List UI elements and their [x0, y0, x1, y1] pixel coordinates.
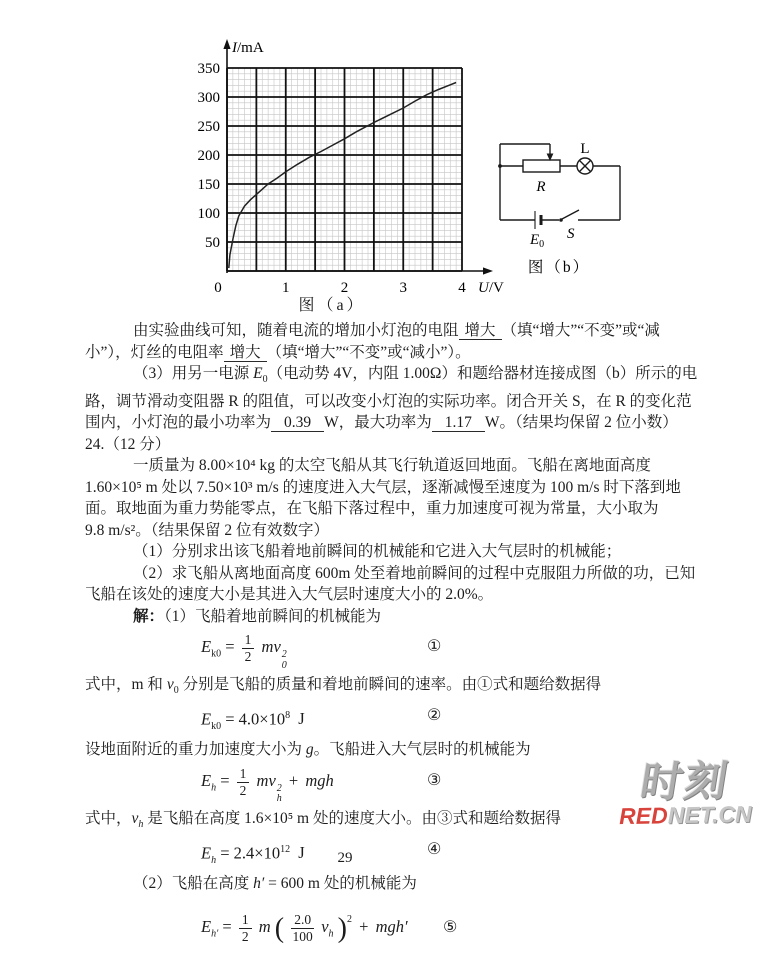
problem-line: 9.8 m/s²。（结果保留 2 位有效数字） [85, 521, 330, 539]
eq-unit: J [298, 843, 305, 863]
eq-exponent: 12 [280, 843, 291, 855]
svg-text:4: 4 [458, 280, 466, 296]
var-v: v [131, 809, 139, 827]
text-run: W。（结果均保留 2 位小数） [484, 414, 678, 432]
switch-pivot [559, 218, 563, 222]
subquestion-1: （1）分别求出该飞船着地前瞬间的机械能和它进入大气层时的机械能； [133, 543, 622, 561]
fraction: $\frac{1}{2}$ [242, 632, 255, 664]
watermark-cn-logo: 时刻 [637, 757, 733, 806]
text-run: 分别是飞船的质量和着地前瞬间的速率。由①式和题给数据得 [178, 676, 602, 694]
figure-a-caption: 图（a） [298, 297, 366, 314]
eq-tail: mgh′ [375, 916, 408, 936]
lamp-label: L [580, 141, 590, 157]
eq-symbol: E [201, 709, 212, 729]
equation-tag-3: ③ [427, 771, 442, 789]
figure-b-caption: 图（b） [527, 259, 591, 276]
eq-equals: = [222, 916, 232, 936]
problem-line: 1.60×10⁵ m 处以 7.50×10³ m/s 的速度进入大气层，逐渐减慢至速度为 100 m/s 时下落到地 [85, 478, 681, 496]
equation-5 [85, 900, 725, 954]
eq-velocity: v [321, 916, 329, 936]
circuit-figure [488, 128, 663, 278]
text-run: 式中， [85, 809, 132, 827]
eq-subscript: k0 [211, 648, 222, 660]
subsolution-2-line [85, 873, 725, 895]
eq-symbol: E [201, 637, 212, 657]
solve-label: 解： [133, 607, 165, 625]
text-run: 路，调节滑动变阻器 R 的阻值，可以改变小灯泡的实际功率。闭合开关 S，在 R 的变化范 [85, 392, 692, 410]
text-run: 是飞船在高度 1.6×10⁵ m 处的速度大小。由③式和题给数据得 [143, 809, 561, 827]
answer-text-column [85, 320, 725, 957]
question-3-line [85, 391, 725, 413]
eq-unit: J [298, 709, 305, 729]
eq-subscript: k0 [211, 720, 222, 732]
eq-equals: = [225, 709, 235, 729]
eq-equals: = [220, 843, 230, 863]
svg-text:100: 100 [197, 206, 220, 222]
text-run: （2）飞船在高度 [133, 875, 254, 893]
explain-line [85, 674, 725, 702]
text-run: （3）用另一电源 [133, 365, 254, 382]
svg-text:3: 3 [399, 280, 407, 296]
question-3-line [85, 412, 725, 434]
text-run: = 600 m 处的机械能为 [264, 875, 417, 893]
problem-24-heading: 24.（12 分） [85, 435, 171, 453]
answer-blank-resistivity: 增大 [224, 344, 267, 362]
var-v-sub: 0 [173, 685, 179, 697]
eq-plus: + [288, 770, 299, 790]
var-v: v [166, 676, 174, 694]
answer-line [85, 320, 725, 342]
eq-value: 4.0×10 [238, 709, 286, 729]
x-axis-title: U/V [478, 280, 504, 296]
equation-4 [85, 838, 725, 872]
equation-tag-1: ① [427, 638, 442, 656]
answer-blank-resistance: 增大 [459, 322, 502, 340]
y-axis-arrow-icon [223, 39, 230, 49]
resistor-label: R [536, 179, 546, 195]
equation-tag-4: ④ [427, 840, 442, 858]
eq-equals: = [220, 770, 230, 790]
circuit-svg [488, 128, 663, 278]
eq-body: mv [256, 770, 276, 790]
text-run: （填“增大”“不变”或“减小”）。 [266, 343, 471, 361]
text-run: 由实验曲线可知，随着电流的增加小灯泡的电阻 [133, 322, 459, 339]
equation-tag-2: ② [427, 706, 442, 724]
answer-blank-min-power: 0.39 [271, 414, 324, 432]
answer-blank-max-power: 1.17 [432, 414, 485, 432]
answer-line [85, 342, 725, 364]
subquestion-2: （2）求飞船从离地面高度 600m 处至着地前瞬间的过程中克服阻力所做的功，已知 [133, 564, 696, 582]
switch-label: S [567, 226, 575, 242]
svg-text:50: 50 [205, 235, 220, 251]
problem-line: 一质量为 8.00×10⁴ kg 的太空飞船从其飞行轨道返回地面。飞船在离地面高度 [133, 457, 651, 475]
fraction: $\frac{1}{2}$ [237, 766, 250, 798]
y-axis-title: I/mA [232, 40, 264, 56]
explain-line [85, 739, 725, 761]
emf-label: $E_0$ [530, 232, 545, 250]
svg-text:200: 200 [197, 148, 220, 164]
rheostat [523, 160, 560, 172]
equation-1 [85, 632, 725, 671]
text-run: （1）飞船着地前瞬间的机械能为 [164, 607, 382, 625]
eq-symbol: E [201, 770, 212, 790]
question-3-line [85, 363, 725, 391]
var-v-sub: h [138, 819, 144, 831]
svg-text:150: 150 [197, 177, 220, 193]
svg-text:350: 350 [197, 61, 220, 77]
problem-line: 面。取地面为重力势能零点，在飞船下落过程中，重力加速度可视为常量，大小取为 [85, 500, 659, 518]
text-run: 设地面附近的重力加速度大小为 [85, 741, 306, 759]
eq-subscript: h′ [211, 928, 219, 940]
iv-graph-svg [182, 36, 518, 306]
fraction: $\frac{2.0}{100}$ [292, 912, 313, 944]
fraction: $\frac{1}{2}$ [239, 912, 252, 944]
solution-heading [85, 606, 725, 628]
text-run: 围内，小灯泡的最小功率为 [85, 414, 272, 432]
equation-2 [85, 704, 725, 738]
eq-mass: m [258, 916, 271, 936]
emf-symbol: E [253, 365, 263, 382]
text-run: 式中，m 和 [85, 676, 167, 694]
explain-line [85, 808, 725, 836]
eq-value: 2.4×10 [233, 843, 281, 863]
subquestion-2-cont: 飞船在该处的速度大小是其进入大气层时速度大小的 2.0%。 [85, 586, 494, 604]
eq-square: 2 [347, 913, 352, 925]
sup-sub-stack: 2 h [276, 782, 282, 805]
text-run: 。飞船进入大气层时的机械能为 [313, 741, 531, 759]
eq-subscript: h [211, 782, 217, 794]
eq-plus: + [359, 916, 369, 936]
eq-exponent: 8 [285, 709, 291, 721]
svg-text:0: 0 [214, 280, 222, 296]
watermark-gray-text: NET.CN [667, 800, 752, 829]
eq-symbol: E [201, 843, 212, 863]
sup-sub-stack: 2 0 [281, 649, 287, 671]
text-run: W，最大功率为 [324, 414, 432, 432]
eq-body: mv [261, 637, 281, 657]
var-h-prime: h′ [253, 875, 265, 893]
text-run: （填“增大”“不变”或“减 [501, 322, 660, 339]
open-paren: ( [274, 912, 285, 944]
eq-equals: = [225, 637, 235, 657]
svg-text:250: 250 [197, 119, 220, 135]
equation-tag-5: ⑤ [443, 918, 458, 936]
close-paren: ) [337, 912, 347, 944]
watermark-red-text: RED [618, 802, 668, 830]
eq-subscript: h [211, 854, 217, 866]
switch-lever [562, 210, 579, 219]
text-run: 小”），灯丝的电阻率 [85, 343, 224, 361]
eq-velocity-sub: h [328, 928, 334, 940]
page-number: 29 [337, 850, 353, 866]
iv-graph-figure [182, 36, 518, 306]
equation-3 [85, 766, 725, 805]
svg-text:2: 2 [340, 280, 349, 296]
svg-text:300: 300 [197, 90, 220, 106]
var-g: g [305, 741, 314, 759]
emf-subscript: 0 [262, 374, 268, 386]
junction-dot [498, 164, 502, 168]
eq-tail: mgh [305, 770, 334, 790]
eq-symbol: E [201, 916, 212, 936]
svg-text:1: 1 [282, 280, 290, 296]
iv-curve [229, 83, 456, 269]
text-run: （电动势 4V，内阻 1.00Ω）和题给器材连接成图（b）所示的电 [267, 365, 698, 382]
